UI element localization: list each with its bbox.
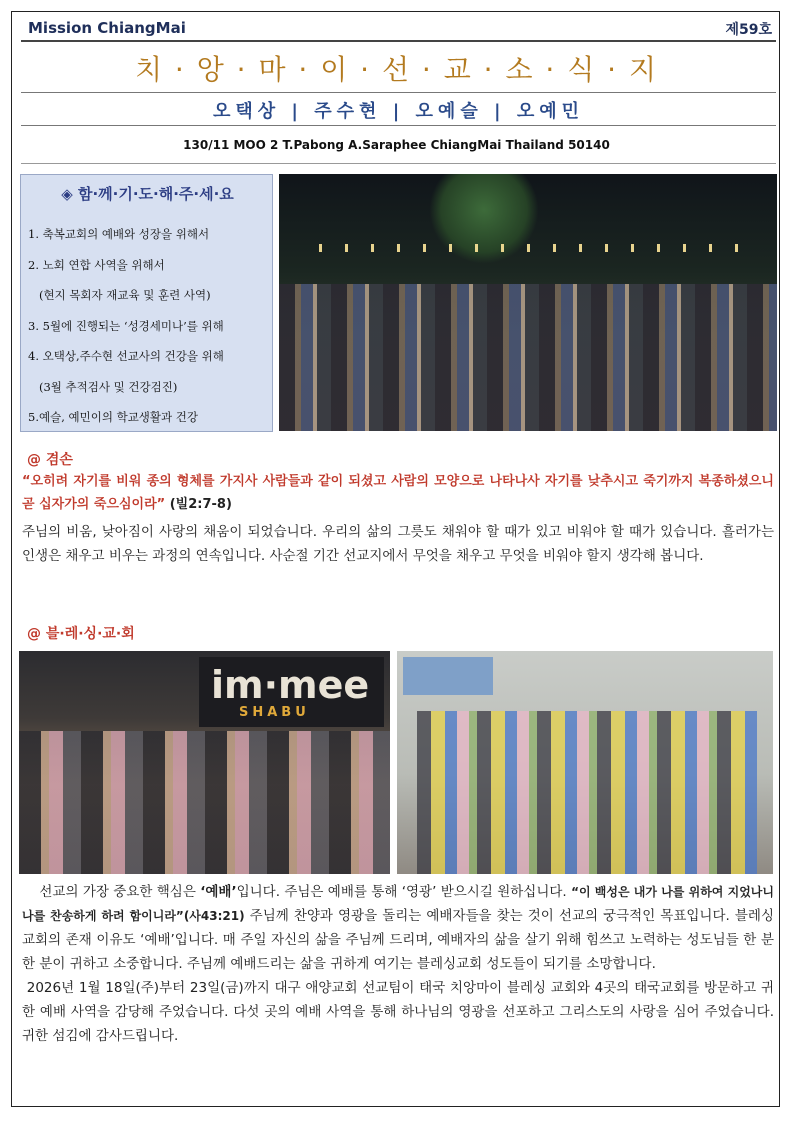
restaurant-group-photo bbox=[19, 651, 390, 874]
scripture-quote: “이 백성은 내가 나를 위하여 지었나니 나를 찬송하게 하려 함이니라”(사43:21) bbox=[22, 885, 774, 923]
prayer-list bbox=[28, 219, 271, 433]
children-group bbox=[417, 711, 757, 874]
prayer-item: 5.예슬, 예민이의 학교생활과 건강 bbox=[28, 410, 199, 424]
text-run: 2026년 1월 18일(주)부터 23일(금)까지 대구 애양교회 선교팀이 태국 치앙마이 블레싱 교회와 4곳의 태국교회를 방문하고 귀한 예배 사역을 감당해 주었습니다. 다섯 곳의 예배 사역을 통해 하나님의 영광을 선포하고 그리스도의 사랑을 심어 주었습니다. 귀한 섬김에 감사드립니다. bbox=[22, 980, 774, 1044]
divider bbox=[21, 163, 776, 164]
blessing-church-heading: @ 블·레·싱·교·회 bbox=[27, 626, 135, 642]
prayer-item: 2. 노회 연합 사역을 위해서 bbox=[28, 257, 165, 272]
missionary-names-band bbox=[21, 92, 776, 126]
prayer-item: (3월 추적검사 및 건강검진) bbox=[28, 379, 178, 394]
address: 130/11 MOO 2 T.Pabong A.Saraphee ChiangMai Thailand 50140 bbox=[183, 138, 610, 152]
issue-number: 제59호 bbox=[725, 22, 772, 38]
sign-subtext: SHABU bbox=[239, 705, 310, 720]
verse-text: “오히려 자기를 비워 종의 형체를 가지사 사람들과 같이 되셨고 사람의 모양으로 나타나사 자기를 낮추시고 죽기까지 복종하셨으니 곧 십자가의 죽으심이라” bbox=[22, 474, 774, 512]
text-run: 입니다. 주님은 예배를 통해 ‘영광’ 받으시길 원하십니다. bbox=[236, 884, 572, 900]
prayer-box bbox=[20, 174, 273, 432]
string-lights bbox=[319, 244, 759, 252]
verse-reference: (빌2:7-8) bbox=[165, 497, 232, 512]
prayer-heading: ◈ 함·께·기·도·해·주·세·요 bbox=[61, 185, 234, 203]
humility-heading: @ 겸손 bbox=[27, 452, 73, 468]
blessing-paragraph bbox=[22, 880, 774, 1048]
text-worship: ‘예배’ bbox=[200, 884, 237, 900]
newsletter-title: 치 · 앙 · 마 · 이 · 선 · 교 · 소 · 식 · 지 bbox=[134, 53, 659, 86]
text-run: 선교의 가장 중요한 핵심은 bbox=[39, 884, 201, 900]
church-group-night-photo bbox=[279, 174, 777, 431]
text-run: 주님께 찬양과 영광을 돌리는 예배자들을 찾는 것이 선교의 궁극적인 목표입니다. 블레싱 교회의 존재 이유도 ‘예배’입니다. 매 주일 자신의 삶을 주님께 드리며, 예배자의 삶을 살기 위해 힘쓰고 노력하는 성도님들 한 분 한 분이 귀하고 소중합니다. 주님께 예배드리는 삶을 귀하게 여기는 블레싱교회 성도들이 되기를 소망합니다. bbox=[22, 908, 774, 972]
prayer-item: (현지 목회자 재교육 및 훈련 사역) bbox=[28, 288, 211, 302]
children-gifts-photo bbox=[397, 651, 773, 874]
bible-verse bbox=[22, 470, 774, 516]
missionary-names: 오택상 | 주수현 | 오예슬 | 오예민 bbox=[213, 101, 584, 122]
prayer-item: 1. 축복교회의 예배와 성장을 위해서 bbox=[28, 227, 210, 241]
mission-label: Mission ChiangMai bbox=[28, 19, 186, 37]
group-people bbox=[279, 284, 777, 431]
sign-text: im·mee bbox=[211, 663, 370, 707]
screen-shape bbox=[403, 657, 493, 695]
prayer-item: 3. 5월에 진행되는 ‘성경세미나’를 위해 bbox=[28, 318, 224, 333]
prayer-item: 4. 오택상,주수현 선교사의 건강을 위해 bbox=[28, 349, 224, 363]
header-bar bbox=[21, 16, 776, 42]
group-people bbox=[19, 731, 390, 874]
restaurant-sign bbox=[199, 657, 384, 727]
humility-paragraph: 주님의 비움, 낮아짐이 사랑의 채움이 되었습니다. 우리의 삶의 그릇도 채워야 할 때가 있고 비워야 할 때가 있습니다. 흘러가는 인생은 채우고 비우는 과정의 연속입니다. 사순절 기간 선교지에서 무엇을 채우고 무엇을 비워야 할지 생각해 봅니다. bbox=[22, 524, 774, 564]
